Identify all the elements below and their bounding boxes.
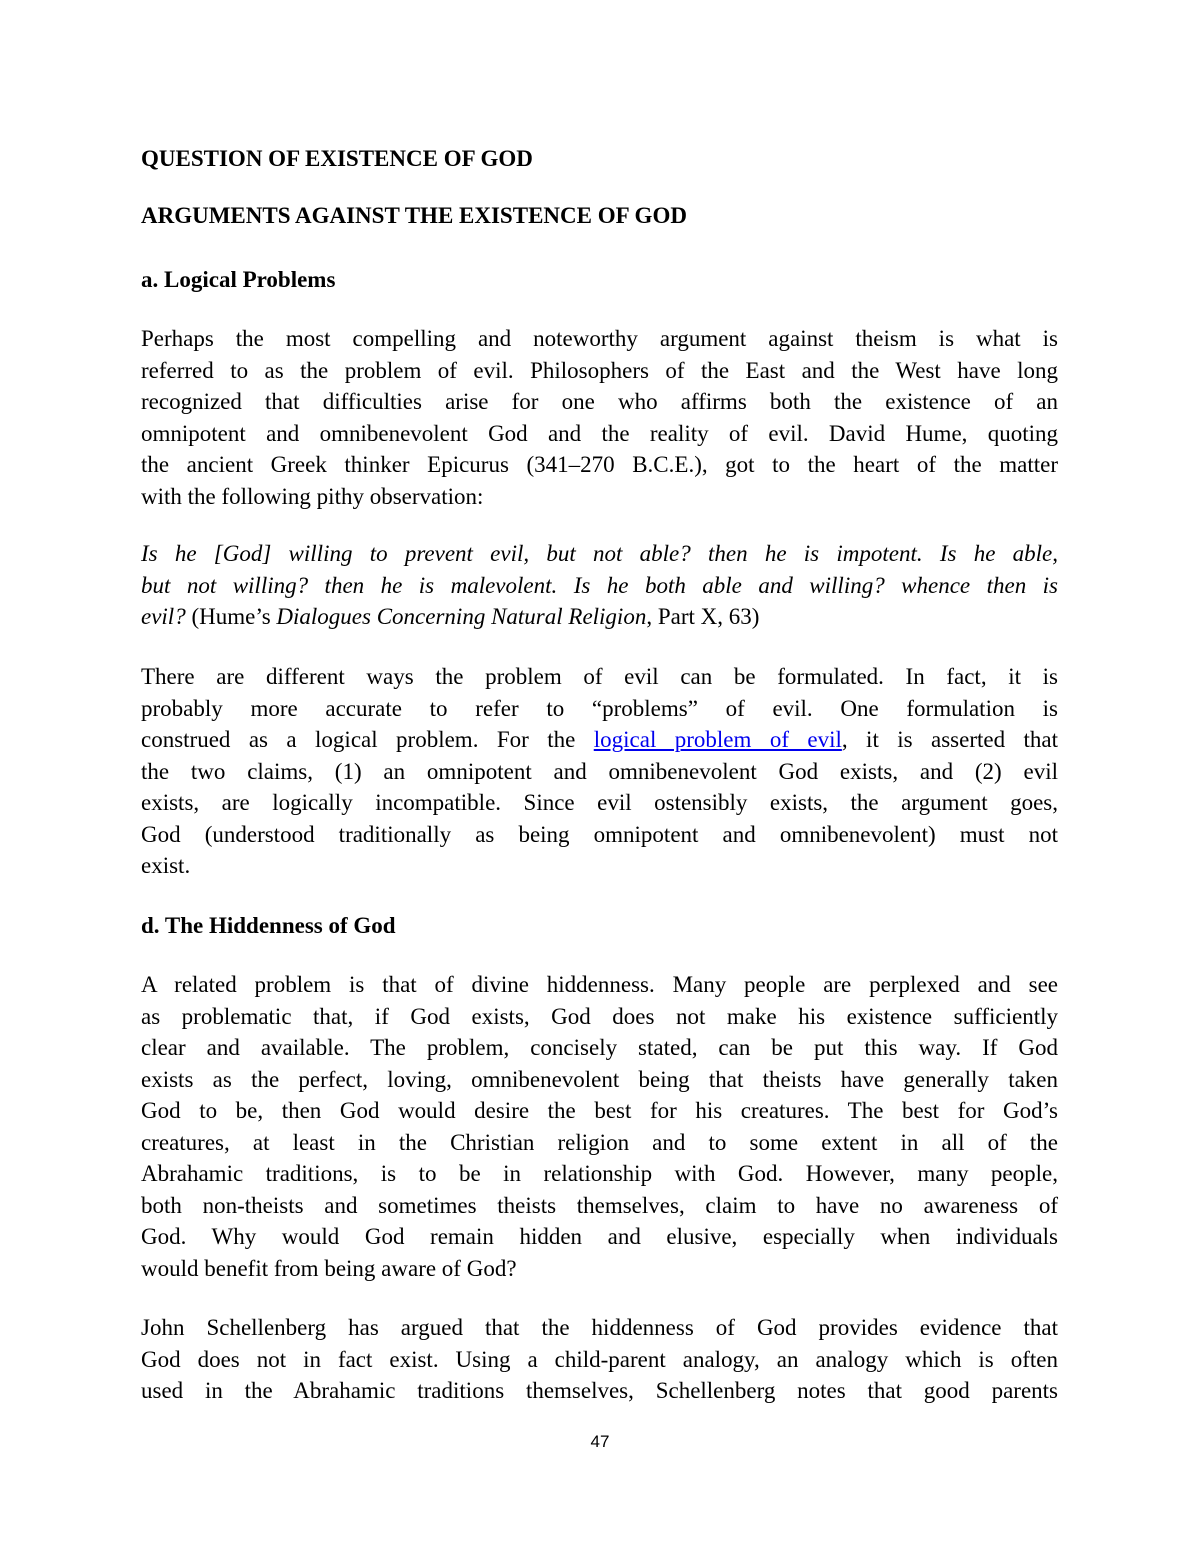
text-line [141,850,1058,882]
text-segment: exist. [141,853,191,878]
logical-problem-of-evil-link[interactable]: logical problem of evil [593,727,842,752]
text-segment: God to be, then God would desire the best for his creatures. The best for God’s [141,1098,1058,1123]
text-line [141,661,1058,693]
text-line [141,481,1058,513]
text-line [141,538,1058,570]
text-segment: as problematic that, if God exists, God does not make his existence sufficiently [141,1003,1058,1029]
text-segment: omnipotent and omnibenevolent God and the reality of evil. David Hume, quoting [141,420,1058,446]
text-line [141,386,1058,418]
text-segment: recognized that difficulties arise for one who affirms both the existence of an [141,389,1058,414]
text-line [141,355,1058,387]
paragraph-schellenberg [141,1312,1058,1407]
text-line [141,724,1058,756]
page-number: 47 [590,1432,610,1451]
text-line [141,693,1058,725]
text-segment: both non-theists and sometimes theists themselves, claim to have no awareness of [141,1192,1058,1218]
text-segment: Perhaps the most compelling and noteworthy argument against theism is what is [141,326,1058,351]
text-segment: referred to as the problem of evil. Philosophers of the East and the West have long [141,357,1058,383]
text-line [141,1375,1058,1407]
epicurus-quote [141,538,1058,633]
text-segment: A related problem is that of divine hiddenness. Many people are perplexed and see [141,972,1058,997]
text-line [141,1221,1058,1253]
section-heading: ARGUMENTS AGAINST THE EXISTENCE OF GOD [141,203,687,228]
text-line [141,323,1058,355]
text-segment: , it is asserted that [841,727,1058,752]
text-line [141,1064,1058,1096]
text-segment: There are different ways the problem of evil can be formulated. In fact, it is [141,664,1058,689]
text-segment: exists, are logically incompatible. Since evil ostensibly exists, the argument goes, [141,790,1058,815]
text-segment: with the following pithy observation: [141,483,484,509]
text-segment: (Hume’s [185,604,277,629]
paragraph-problem-of-evil [141,323,1058,512]
text-segment: God (understood traditionally as being omnipotent and omnibenevolent) must not [141,821,1058,847]
text-segment: would benefit from being aware of God? [141,1255,517,1281]
text-segment: , Part X, 63) [646,604,760,629]
text-segment: John Schellenberg has argued that the hiddenness of God provides evidence that [141,1315,1058,1340]
text-segment: God. Why would God remain hidden and elusive, especially when individuals [141,1224,1058,1249]
subsection-heading-d: d. The Hiddenness of God [141,913,396,938]
text-line [141,787,1058,819]
text-line [141,449,1058,481]
text-line [141,1095,1058,1127]
paragraph-hiddenness [141,969,1058,1284]
text-segment: probably more accurate to refer to “problems” of evil. One formulation is [141,695,1058,721]
text-segment: clear and available. The problem, concisely stated, can be put this way. If God [141,1035,1058,1060]
text-segment: the ancient Greek thinker Epicurus (341–270 B.C.E.), got to the heart of the matter [141,452,1058,477]
text-line [141,570,1058,602]
italic-text: Is he [God] willing to prevent evil, but not able? then he is impotent. Is he able, [141,541,1058,566]
text-segment: God does not in fact exist. Using a child-parent analogy, an analogy which is often [141,1346,1058,1372]
text-line [141,1127,1058,1159]
text-line [141,1312,1058,1344]
text-line [141,1001,1058,1033]
text-segment: used in the Abrahamic traditions themselves, Schellenberg notes that good parents [141,1378,1058,1403]
document-title: QUESTION OF EXISTENCE OF GOD [141,146,533,171]
text-line [141,1344,1058,1376]
text-line [141,1190,1058,1222]
text-line [141,601,1058,633]
subsection-heading-a: a. Logical Problems [141,267,336,292]
text-line [141,1253,1058,1285]
text-segment: Abrahamic traditions, is to be in relationship with God. However, many people, [141,1161,1058,1186]
text-line [141,819,1058,851]
text-line [141,418,1058,450]
text-segment: exists as the perfect, loving, omnibenevolent being that theists have generally taken [141,1066,1058,1092]
text-line [141,1158,1058,1190]
text-line [141,1032,1058,1064]
text-segment: creatures, at least in the Christian religion and to some extent in all of the [141,1129,1058,1155]
text-segment: construed as a logical problem. For the [141,727,594,752]
italic-text: Dialogues Concerning Natural Religion [276,604,647,629]
text-line [141,756,1058,788]
text-segment: the two claims, (1) an omnipotent and omnibenevolent God exists, and (2) evil [141,758,1058,784]
italic-text: but not willing? then he is malevolent. Is he both able and willing? whence then is [141,572,1058,598]
italic-text: evil? [141,604,186,629]
paragraph-formulations [141,661,1058,882]
text-line [141,969,1058,1001]
